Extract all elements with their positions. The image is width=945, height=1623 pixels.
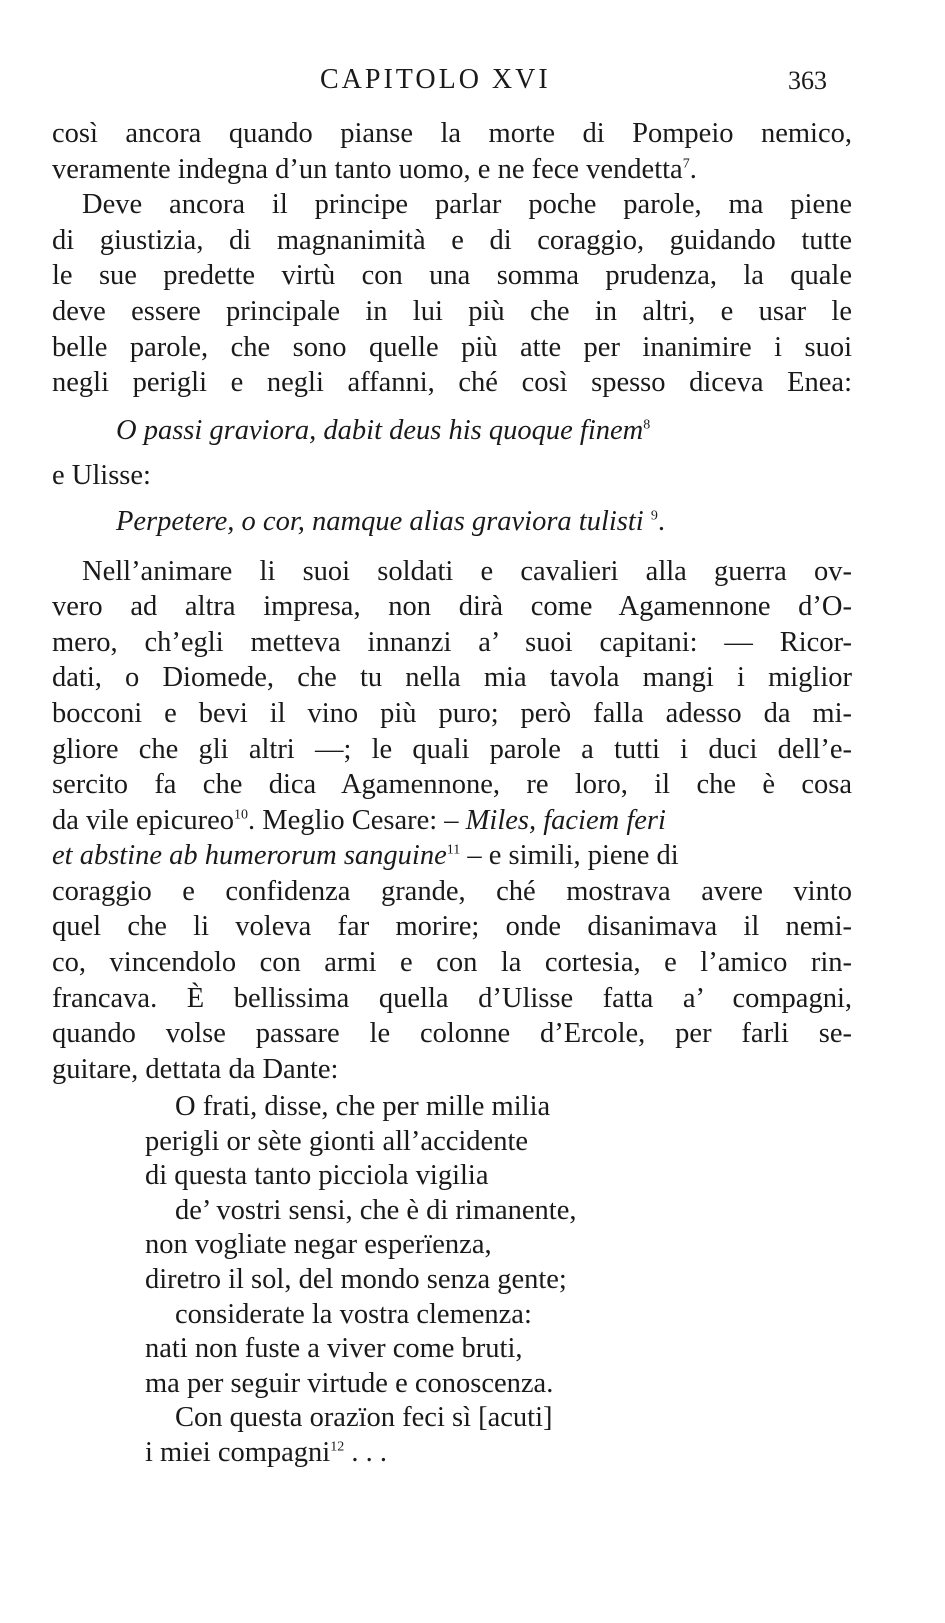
text-span: . Meglio Cesare: –: [248, 804, 466, 836]
verse-line: diretro il sol, del mondo senza gente;: [145, 1263, 567, 1295]
verse-line: [145, 1436, 765, 1471]
text-line: mero, ch’egli metteva innanzi a’ suoi capitani: — Ricor-: [52, 626, 852, 658]
verse-line: perigli or sète gionti all’accidente: [145, 1125, 529, 1157]
latin-quote: [52, 504, 852, 540]
text-span: .: [689, 153, 697, 185]
text-line: francava. È bellissima quella d’Ulisse fatta a’ compagni,: [52, 982, 852, 1014]
text-line: deve essere principale in lui più che in altri, e usar le: [52, 295, 852, 327]
text-span: .: [657, 505, 665, 537]
text-span: . . .: [344, 1436, 387, 1468]
verse-line: O frati, disse, che per mille milia: [175, 1091, 551, 1122]
text-line: e Ulisse:: [52, 460, 151, 492]
page-number: 363: [788, 66, 827, 95]
text-line: guitare, dettata da Dante:: [52, 1053, 339, 1085]
text-span: da vile epicureo: [52, 804, 234, 836]
latin-quote: [52, 413, 852, 449]
text-line: [52, 152, 852, 188]
text-line: [52, 838, 852, 874]
footnote-ref: 9: [650, 508, 658, 524]
text-line: dati, o Diomede, che tu nella mia tavola mangi i miglior: [52, 662, 852, 694]
text-line: negli perigli e negli affanni, ché così spesso diceva Enea:: [52, 367, 852, 399]
text-line: sercito fa che dica Agamennone, re loro, il che è cosa: [52, 769, 852, 801]
text-line: co, vincendolo con armi e con la cortesia, e l’amico rin-: [52, 947, 852, 979]
spacer: [52, 494, 852, 504]
text-span: – e simili, piene di: [460, 840, 679, 872]
footnote-ref: 12: [330, 1439, 345, 1455]
text-line: così ancora quando pianse la morte di Pompeio nemico,: [52, 118, 852, 149]
verse-line: Con questa orazïon feci sì [acuti]: [175, 1402, 553, 1434]
page-header: [0, 64, 945, 104]
spacer: [52, 540, 852, 554]
spacer: [52, 448, 852, 458]
body-text: [52, 116, 852, 1087]
verse-line: non vogliate negar esperïenza,: [145, 1229, 492, 1261]
dante-verse: [145, 1090, 765, 1471]
text-span: i miei compagni: [145, 1436, 331, 1468]
verse-line: considerate la vostra clemenza:: [175, 1298, 532, 1330]
text-line: coraggio e confidenza grande, ché mostrava avere vinto: [52, 875, 852, 907]
quote-text: Perpetere, o cor, namque alias graviora tulisti: [116, 505, 644, 537]
text-line: Nell’animare li suoi soldati e cavalieri alla guerra ov-: [82, 555, 852, 587]
text-span: veramente indegna d’un tanto uomo, e ne fece vendetta: [52, 153, 683, 185]
text-line: Deve ancora il principe parlar poche parole, ma piene: [82, 189, 852, 221]
text-line: bocconi e bevi il vino più puro; però falla adesso da mi-: [52, 697, 852, 729]
italic-text: et abstine ab humerorum sanguine: [52, 840, 447, 872]
text-line: le sue predette virtù con una somma prudenza, la quale: [52, 260, 852, 292]
italic-text: Miles, faciem feri: [465, 804, 666, 836]
running-title: CAPITOLO XVI: [320, 64, 551, 95]
quote-text: O passi graviora, dabit deus his quoque finem: [116, 414, 644, 446]
text-line: di giustizia, di magnanimità e di coraggio, guidando tutte: [52, 224, 852, 256]
footnote-ref: 11: [446, 842, 461, 858]
text-line: belle parole, che sono quelle più atte per inanimire i suoi: [52, 331, 852, 363]
text-line: quando volse passare le colonne d’Ercole, per farli se-: [52, 1018, 852, 1050]
footnote-ref: 7: [682, 156, 690, 172]
text-line: vero ad altra impresa, non dirà come Agamennone d’O-: [52, 591, 852, 623]
footnote-ref: 10: [234, 807, 248, 823]
verse-line: ma per seguir virtude e conoscenza.: [145, 1367, 554, 1399]
text-line: quel che li voleva far morire; onde disanimava il nemi-: [52, 911, 852, 943]
footnote-ref: 8: [643, 417, 651, 433]
verse-line: nati non fuste a viver come bruti,: [145, 1333, 523, 1365]
verse-line: de’ vostri sensi, che è di rimanente,: [175, 1194, 577, 1226]
text-line: gliore che gli altri —; le quali parole a tutti i duci dell’e-: [52, 733, 852, 765]
verse-line: di questa tanto picciola vigilia: [145, 1160, 489, 1192]
spacer: [52, 401, 852, 413]
text-line: [52, 803, 852, 839]
